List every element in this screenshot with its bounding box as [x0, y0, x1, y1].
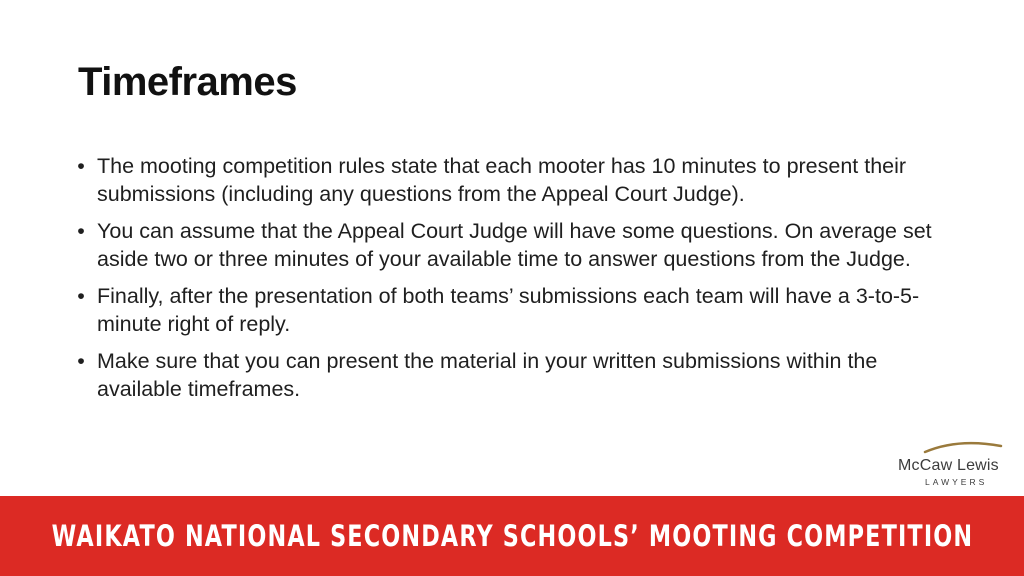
banner-text: WAIKATO NATIONAL SECONDARY SCHOOLS’ MOOTING COMPETITION — [51, 519, 973, 553]
bullet-text: The mooting competition rules state that each mooter has 10 minutes to present their submissions (including any questions from the Appeal Court Judge). — [97, 154, 907, 206]
bullet-list — [72, 152, 932, 412]
mccaw-lewis-logo — [893, 440, 1013, 490]
bullet-dot-icon: • — [77, 219, 85, 243]
bullet-item — [72, 217, 932, 273]
bullet-text: Finally, after the presentation of both teams’ submissions each team will have a 3-to-5-minute right of reply. — [97, 284, 920, 336]
slide-title: Timeframes — [78, 60, 297, 104]
bullet-item — [72, 152, 932, 208]
competition-banner — [0, 496, 1024, 576]
bullet-item — [72, 347, 932, 403]
bullet-dot-icon: • — [77, 349, 85, 373]
logo-swoosh-icon — [923, 440, 1003, 454]
bullet-text: Make sure that you can present the material in your written submissions within the available timeframes. — [97, 349, 878, 401]
bullet-item — [72, 282, 932, 338]
bullet-dot-icon: • — [77, 284, 85, 308]
logo-name: McCaw Lewis — [898, 457, 999, 474]
bullet-dot-icon: • — [77, 154, 85, 178]
bullet-text: You can assume that the Appeal Court Judge will have some questions. On average set aside two or three minutes of your available time to answer questions from the Judge. — [97, 219, 932, 271]
logo-subtitle: LAWYERS — [925, 477, 988, 487]
